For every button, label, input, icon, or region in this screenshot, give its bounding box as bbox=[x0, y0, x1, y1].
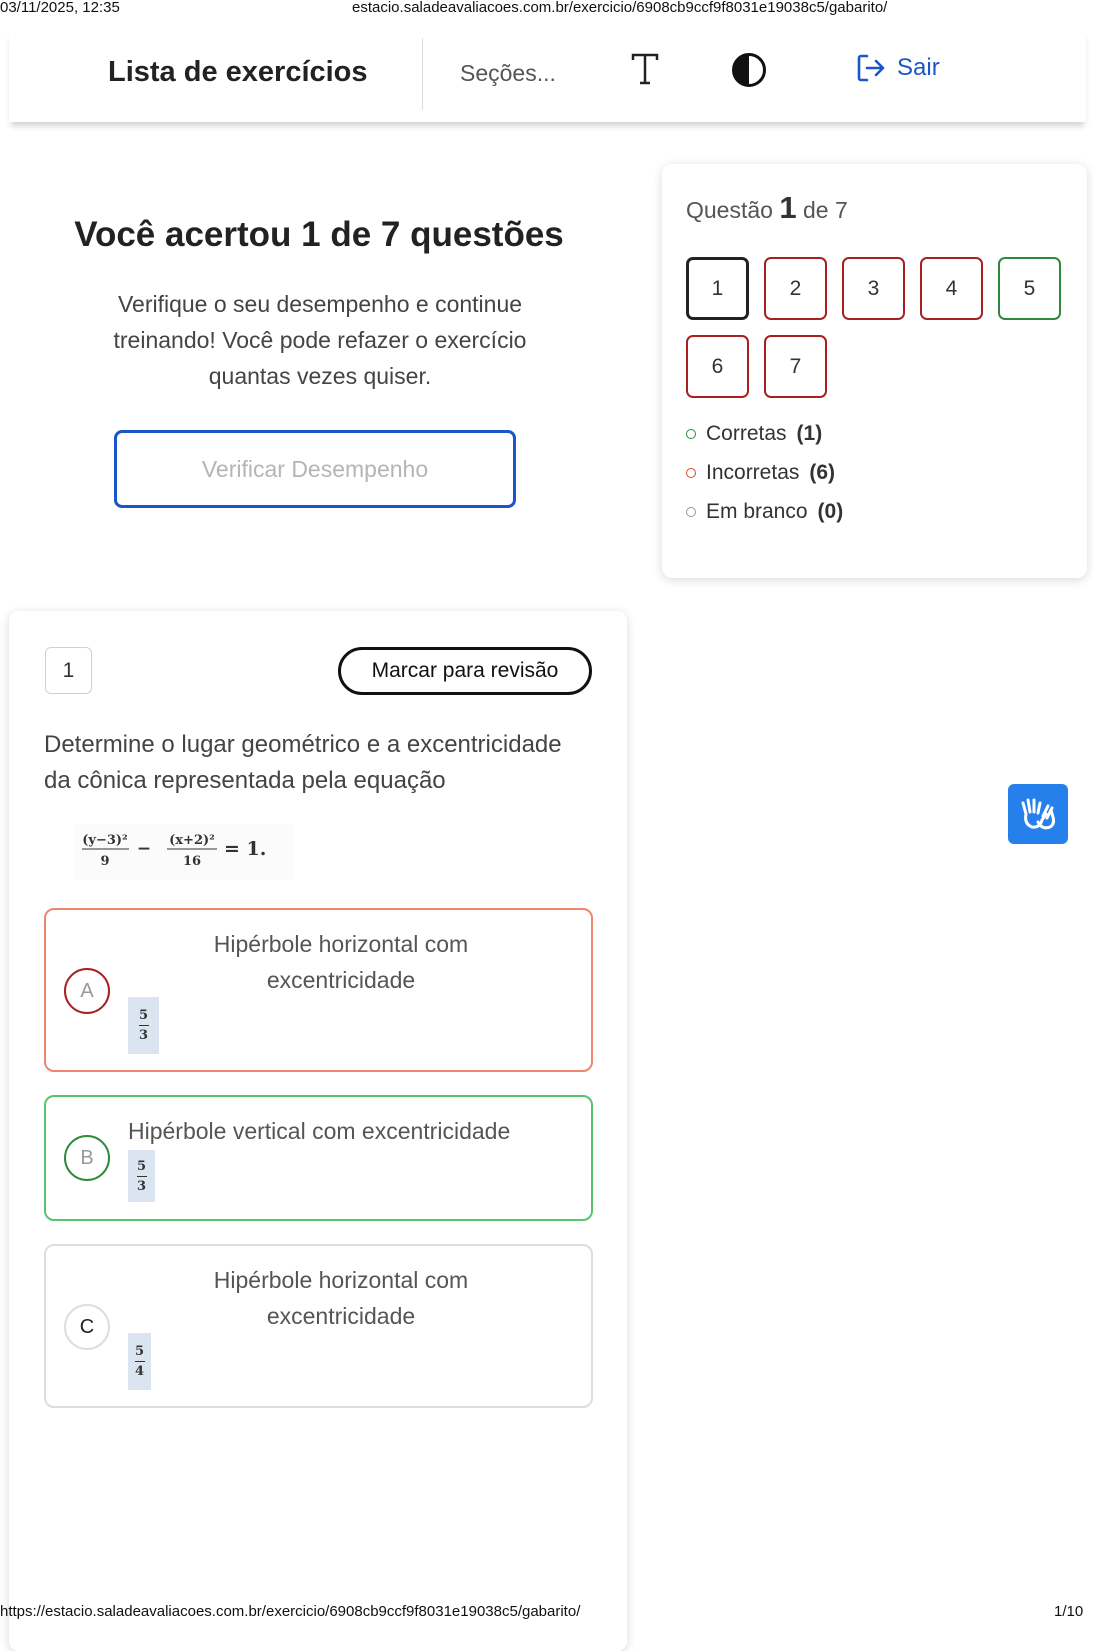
question-card bbox=[9, 611, 627, 1651]
option-b-fraction bbox=[128, 1150, 155, 1202]
legend-incorrect-count: (6) bbox=[809, 461, 836, 484]
option-b-letter: B bbox=[64, 1135, 110, 1181]
app-title: Lista de exercícios bbox=[108, 56, 368, 88]
option-b[interactable] bbox=[44, 1095, 593, 1221]
sections-menu[interactable]: Seções... bbox=[460, 60, 556, 86]
option-a-fraction bbox=[128, 997, 159, 1054]
logout-button[interactable] bbox=[855, 52, 940, 84]
mark-for-review-button[interactable]: Marcar para revisão bbox=[338, 647, 592, 695]
eq-term1-num: (y−3)² bbox=[82, 833, 128, 848]
legend-blank-count: (0) bbox=[817, 500, 844, 523]
option-c-letter: C bbox=[64, 1304, 110, 1350]
option-c-fraction bbox=[128, 1333, 151, 1390]
eq-minus: − bbox=[136, 839, 152, 859]
print-footer-url: https://estacio.saladeavaliacoes.com.br/exercicio/6908cb9ccf9f8031e19038c5/gabarito/ bbox=[0, 1603, 581, 1620]
question-button-4[interactable]: 4 bbox=[920, 257, 983, 320]
option-c-frac-den: 4 bbox=[134, 1364, 145, 1379]
print-url: estacio.saladeavaliacoes.com.br/exercicio/6908cb9ccf9f8031e19038c5/gabarito/ bbox=[352, 0, 888, 16]
option-c-frac-num: 5 bbox=[134, 1344, 145, 1359]
question-button-2[interactable]: 2 bbox=[764, 257, 827, 320]
question-navigator bbox=[662, 164, 1087, 578]
print-datetime: 03/11/2025, 12:35 bbox=[0, 0, 120, 16]
equation bbox=[74, 824, 294, 880]
incorrect-dot-icon bbox=[686, 468, 696, 478]
question-button-7[interactable]: 7 bbox=[764, 335, 827, 398]
eq-rhs: = 1. bbox=[224, 838, 267, 860]
option-a-frac-den: 3 bbox=[138, 1028, 149, 1043]
option-a-letter: A bbox=[64, 968, 110, 1014]
logout-label: Sair bbox=[897, 54, 940, 81]
legend-blank-label: Em branco bbox=[706, 500, 808, 523]
counter-current: 1 bbox=[779, 190, 797, 225]
legend-incorrect bbox=[686, 461, 835, 485]
legend-correct-count: (1) bbox=[796, 422, 823, 445]
option-c-text: Hipérbole horizontal com excentricidade bbox=[213, 1267, 469, 1329]
option-a-text: Hipérbole horizontal com excentricidade bbox=[213, 931, 469, 993]
verify-performance-button[interactable]: Verificar Desempenho bbox=[114, 430, 516, 508]
question-button-3[interactable]: 3 bbox=[842, 257, 905, 320]
option-b-text: Hipérbole vertical com excentricidade bbox=[128, 1118, 511, 1144]
correct-dot-icon bbox=[686, 429, 696, 439]
legend-blank bbox=[686, 500, 843, 524]
contrast-icon[interactable] bbox=[731, 52, 767, 93]
question-button-5[interactable]: 5 bbox=[998, 257, 1061, 320]
question-counter bbox=[686, 190, 848, 226]
option-b-frac-den: 3 bbox=[136, 1178, 147, 1194]
option-a-frac-num: 5 bbox=[138, 1008, 149, 1023]
question-statement: Determine o lugar geométrico e a excentricidade da cônica representada pela equação bbox=[44, 731, 562, 794]
text-size-icon[interactable] bbox=[630, 52, 660, 91]
top-bar bbox=[9, 30, 1086, 122]
sign-language-button[interactable] bbox=[1008, 784, 1068, 844]
counter-prefix: Questão bbox=[686, 197, 773, 223]
eq-term2-num: (x+2)² bbox=[169, 833, 215, 848]
option-c[interactable] bbox=[44, 1244, 593, 1408]
legend-correct bbox=[686, 422, 822, 446]
question-button-6[interactable]: 6 bbox=[686, 335, 749, 398]
legend-correct-label: Corretas bbox=[706, 422, 787, 445]
result-description: Verifique o seu desempenho e continue treinando! Você pode refazer o exercício quantas vezes quiser. bbox=[113, 291, 527, 389]
sign-language-hands-icon bbox=[1018, 794, 1058, 834]
question-button-1[interactable]: 1 bbox=[686, 257, 749, 320]
legend-incorrect-label: Incorretas bbox=[706, 461, 800, 484]
eq-term1-den: 9 bbox=[100, 854, 110, 869]
divider bbox=[422, 38, 423, 110]
eq-term2-den: 16 bbox=[182, 854, 202, 869]
result-title: Você acertou 1 de 7 questões bbox=[74, 215, 564, 254]
print-page-number: 1/10 bbox=[1054, 1603, 1084, 1620]
logout-icon bbox=[855, 52, 887, 84]
counter-suffix: de 7 bbox=[802, 197, 848, 223]
option-a[interactable] bbox=[44, 908, 593, 1072]
option-b-frac-num: 5 bbox=[136, 1158, 147, 1174]
question-number: 1 bbox=[45, 647, 92, 694]
blank-dot-icon bbox=[686, 507, 696, 517]
